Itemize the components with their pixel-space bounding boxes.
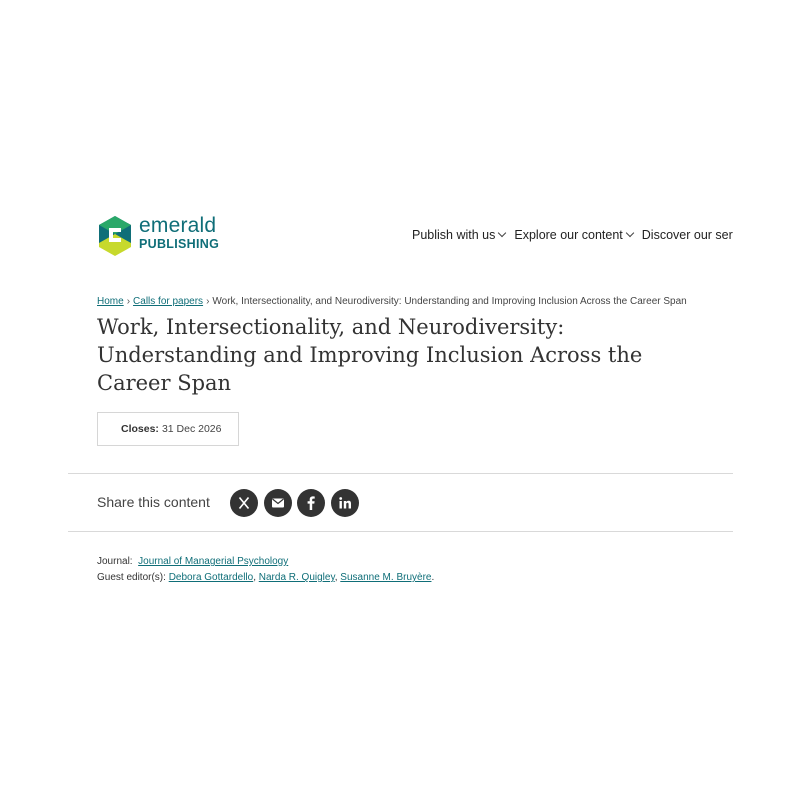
journal-label: Journal: — [97, 556, 133, 567]
nav-explore-our-content[interactable] — [514, 228, 632, 242]
breadcrumb — [97, 296, 687, 307]
share-linkedin-button[interactable] — [331, 489, 359, 517]
linkedin-icon — [331, 489, 359, 517]
nav-label: Discover our ser — [641, 228, 733, 242]
closes-label: Closes: — [121, 423, 159, 435]
editor-link[interactable]: Debora Gottardello — [168, 572, 254, 583]
share-x-button[interactable] — [230, 489, 258, 517]
emerald-logo[interactable] — [97, 214, 221, 258]
breadcrumb-home-link[interactable]: Home — [97, 296, 124, 307]
editor-link[interactable]: Susanne M. Bruyère — [340, 572, 432, 583]
editor-link[interactable]: Narda R. Quigley — [258, 572, 335, 583]
breadcrumb-calls-link[interactable]: Calls for papers — [133, 296, 204, 307]
facebook-icon — [297, 489, 325, 517]
closes-date: 31 Dec 2026 — [161, 423, 222, 435]
nav-discover-our-services[interactable] — [642, 228, 733, 242]
nav-publish-with-us[interactable] — [412, 228, 505, 242]
emerald-logo-icon — [97, 214, 133, 258]
closes-date-box — [97, 412, 239, 446]
breadcrumb-separator: › — [206, 296, 210, 307]
share-label: Share this content — [97, 494, 210, 510]
guest-editors-label: Guest editor(s): — [97, 572, 166, 583]
divider — [68, 473, 733, 474]
site-header — [97, 214, 733, 258]
breadcrumb-current: Work, Intersectionality, and Neurodiversity: Understanding and Improving Inclusion Across the Career Span — [212, 296, 687, 307]
main-nav — [412, 228, 733, 248]
chevron-down-icon — [498, 229, 506, 237]
journal-link[interactable]: Journal of Managerial Psychology — [138, 556, 289, 567]
share-facebook-button[interactable] — [297, 489, 325, 517]
page-title: Work, Intersectionality, and Neurodiversity: Understanding and Improving Inclusion Across the Career Span — [97, 315, 643, 395]
journal-line — [97, 556, 288, 567]
nav-label: Explore our content — [514, 228, 623, 242]
logo-wordmark: emerald — [139, 214, 217, 237]
share-email-button[interactable] — [264, 489, 292, 517]
guest-editors-line: Guest editor(s): Debora Gottardello, Narda R. Quigley, Susanne M. Bruyère. — [97, 572, 435, 583]
divider — [68, 531, 733, 532]
chevron-down-icon — [626, 229, 634, 237]
nav-label: Publish with us — [412, 228, 496, 242]
email-icon — [264, 489, 292, 517]
logo-subtitle: PUBLISHING — [139, 237, 220, 251]
breadcrumb-separator: › — [126, 296, 131, 307]
x-icon — [230, 489, 258, 517]
